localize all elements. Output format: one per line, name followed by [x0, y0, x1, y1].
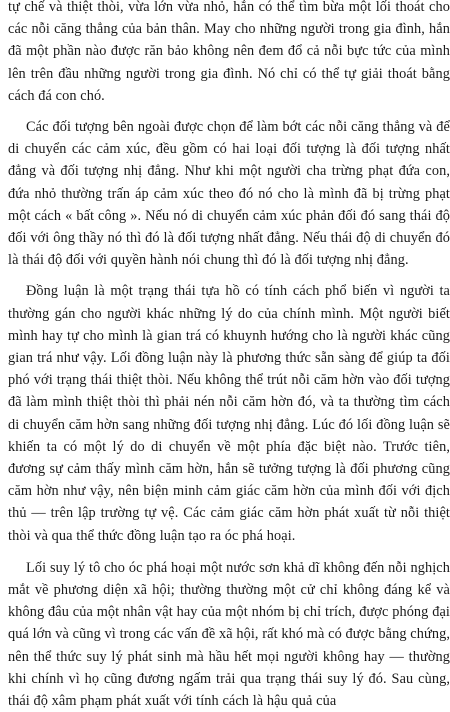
- paragraph-2: Các đối tượng bên ngoài được chọn để làm bớt các nỗi căng thẳng và để di chuyển các cảm xúc, đều gồm có hai loại đối tượng là đối tượng nhất đẳng và đối tượng nhị đẳng. Như khi một người cha trừng phạt đứa con, đứa nhỏ thường trấn áp cảm xúc theo đó nó cho là mình đã bị trừng phạt một cách « bất công ». Nếu nó di chuyển cảm xúc phản đối đó sang thái độ đối với ông thầy nó thì đó là đối tượng nhất đẳng. Nếu thái độ di chuyển đó là thái độ đối với quyền hành nói chung thì đó là đối tượng nhị đẳng.: [8, 119, 450, 269]
- paragraph-3: Đồng luận là một trạng thái tựa hồ có tính cách phổ biến vì người ta thường gán cho người khác những lý do của chính mình. Một người biết mình hay tự cho mình là gian trá có khuynh hướng cho là người khác cũng gian trá như vậy. Lối đồng luận này là phương thức sẵn sàng để giúp ta đối phó với trạng thái thiệt thòi. Nếu không thể trút nỗi căm hờn vào đối tượng đã làm mình thiệt thòi thì phải nén nỗi căm hờn đó, và ta thường tìm cách di chuyển căm hờn sang những đối tượng nhị đẳng. Lúc đó lối đồng luận sẽ khiến ta có một lý do di chuyển về một phía đặc biệt nào. Trước tiên, đương sự cảm thấy mình căm hờn, hắn sẽ tưởng tượng là đối phương cũng căm hờn như vậy, nên biện minh cảm giác căm hờn của mình đối với địch thủ — trên lập trường tự vệ. Các cảm giác căm hờn phát xuất từ nỗi thiệt thòi và qua thể thức đồng luận tạo ra óc phá hoại.: [8, 283, 450, 544]
- paragraph-4: Lối suy lý tô cho óc phá hoại một nước sơn khả dĩ không đến nỗi nghịch mắt về phương diện xã hội; thường thường một cử chỉ không đáng kể và không đâu của một nhân vật hay của một nhóm bị chỉ trích, được phóng đại quá lớn và cũng vì trong các vấn đề xã hội, rất khó mà có được bằng chứng, nên thể thức suy lý phát sinh mà hầu hết mọi người không hay — thường khi chính vì họ cũng đương ngấm trải qua trạng thái suy lý đó. Sau cùng, thái độ xâm phạm phát xuất với tính cách là hậu quả của: [8, 559, 450, 710]
- paragraph-1: tự chế và thiệt thòi, vừa lớn vừa nhỏ, hắn có thể tìm bừa một lối thoát cho các nỗi căng thẳng của bản thân. May cho những người trong gia đình, hắn đã một phần nào được răn bảo không nên đem đổ cả nỗi bực tức của mình lên trên đầu những người trong gia đình. Nó chỉ có thể tự giải thoát bằng cách đá con chó.: [8, 0, 450, 104]
